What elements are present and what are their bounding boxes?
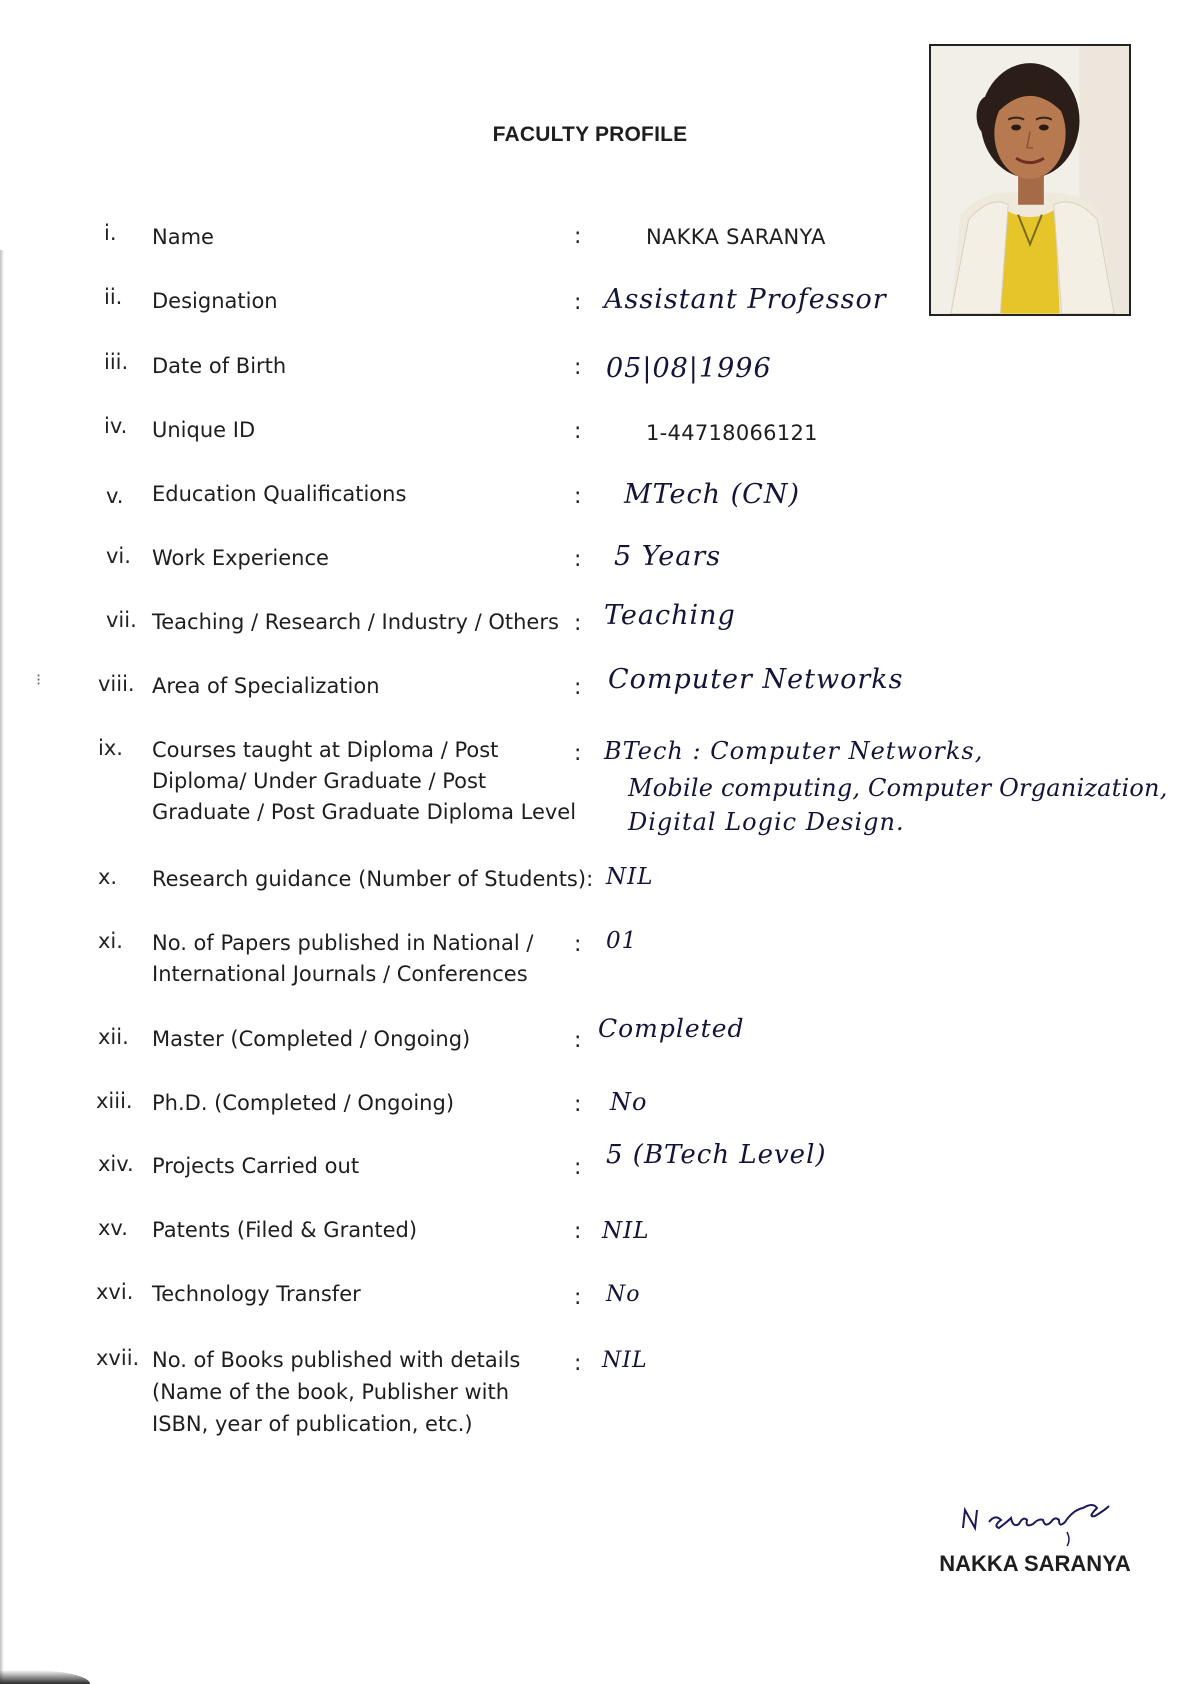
field-label: Research guidance (Number of Students): (152, 867, 594, 891)
colon: : (574, 932, 582, 957)
field-value-line: Digital Logic Design. (628, 808, 905, 836)
colon: : (574, 1351, 582, 1376)
colon: : (574, 355, 582, 380)
field-label: Name (152, 225, 214, 249)
field-number: vii. (106, 608, 137, 632)
field-label: Designation (152, 289, 278, 313)
colon: : (574, 741, 582, 766)
field-number: v. (106, 484, 124, 508)
field-value: MTech (CN) (624, 479, 800, 510)
colon: : (574, 675, 582, 700)
field-value: No (610, 1088, 648, 1116)
page-title: FACULTY PROFILE (492, 123, 688, 146)
colon: : (574, 1219, 582, 1244)
colon: : (574, 290, 582, 315)
field-number: xiii. (96, 1089, 133, 1113)
colon: : (574, 611, 582, 636)
field-number: viii. (98, 672, 135, 696)
scan-shadow (0, 1670, 90, 1684)
signatory-name: NAKKA SARANYA (939, 1551, 1131, 1576)
field-value: NAKKA SARANYA (646, 225, 826, 249)
field-number: vi. (106, 544, 131, 568)
field-label: Master (Completed / Ongoing) (152, 1027, 471, 1051)
field-label: Technology Transfer (152, 1282, 361, 1306)
field-value: NIL (606, 864, 654, 890)
colon: : (574, 1155, 582, 1180)
field-label: Ph.D. (Completed / Ongoing) (152, 1091, 455, 1115)
field-number: xvi. (96, 1280, 134, 1304)
field-number: i. (104, 221, 117, 245)
field-number: xiv. (98, 1152, 134, 1176)
colon: : (574, 1092, 582, 1117)
signature (955, 1488, 1125, 1548)
colon: : (574, 1285, 582, 1310)
field-value: Computer Networks (608, 664, 904, 695)
field-value: Completed (598, 1014, 745, 1043)
field-label: Teaching / Research / Industry / Others (152, 610, 559, 634)
field-value: Assistant Professor (604, 284, 887, 315)
scan-mark: ⁝ (36, 670, 42, 689)
field-label-line: No. of Papers published in National / (152, 931, 534, 955)
field-label: Date of Birth (152, 354, 287, 378)
colon: : (574, 484, 582, 509)
field-label: Work Experience (152, 546, 329, 570)
field-label-line: Diploma/ Under Graduate / Post (152, 769, 487, 793)
field-label-line: Courses taught at Diploma / Post (152, 738, 499, 762)
field-value: NIL (602, 1218, 650, 1244)
field-value: 1-44718066121 (646, 421, 818, 445)
field-number: ii. (104, 285, 123, 309)
colon: : (574, 1028, 582, 1053)
field-number: iv. (104, 414, 128, 438)
field-label: Unique ID (152, 418, 256, 442)
field-label-line: International Journals / Conferences (152, 962, 528, 986)
field-number: xii. (98, 1025, 129, 1049)
field-label: Projects Carried out (152, 1154, 360, 1178)
field-label-line: Graduate / Post Graduate Diploma Level (152, 800, 577, 824)
colon: : (574, 224, 582, 249)
portrait-photo-icon (931, 46, 1129, 314)
field-value-line: BTech : Computer Networks, (604, 737, 984, 765)
field-value: Teaching (604, 600, 736, 631)
field-label: Patents (Filed & Granted) (152, 1218, 418, 1242)
field-label-line: No. of Books published with details (152, 1348, 521, 1372)
field-value: NIL (602, 1348, 648, 1373)
colon: : (574, 547, 582, 572)
field-label-line: (Name of the book, Publisher with (152, 1380, 510, 1404)
field-number: xv. (98, 1216, 128, 1240)
colon: : (574, 419, 582, 444)
field-label: Education Qualifications (152, 482, 407, 506)
field-label: Area of Specialization (152, 674, 380, 698)
field-number: xvii. (96, 1346, 140, 1370)
scan-edge (0, 250, 4, 1684)
portrait-photo (929, 44, 1131, 316)
field-value: 5 (BTech Level) (606, 1140, 827, 1170)
field-number: xi. (98, 929, 123, 953)
field-number: ix. (98, 736, 123, 760)
field-number: x. (98, 865, 118, 889)
field-value-line: Mobile computing, Computer Organization, (628, 774, 1168, 802)
field-value: No (606, 1282, 641, 1307)
field-number: iii. (104, 350, 129, 374)
field-value: 5 Years (614, 541, 722, 572)
field-label-line: ISBN, year of publication, etc.) (152, 1412, 473, 1436)
field-value: 05|08|1996 (606, 353, 772, 384)
field-value: 01 (606, 928, 638, 954)
